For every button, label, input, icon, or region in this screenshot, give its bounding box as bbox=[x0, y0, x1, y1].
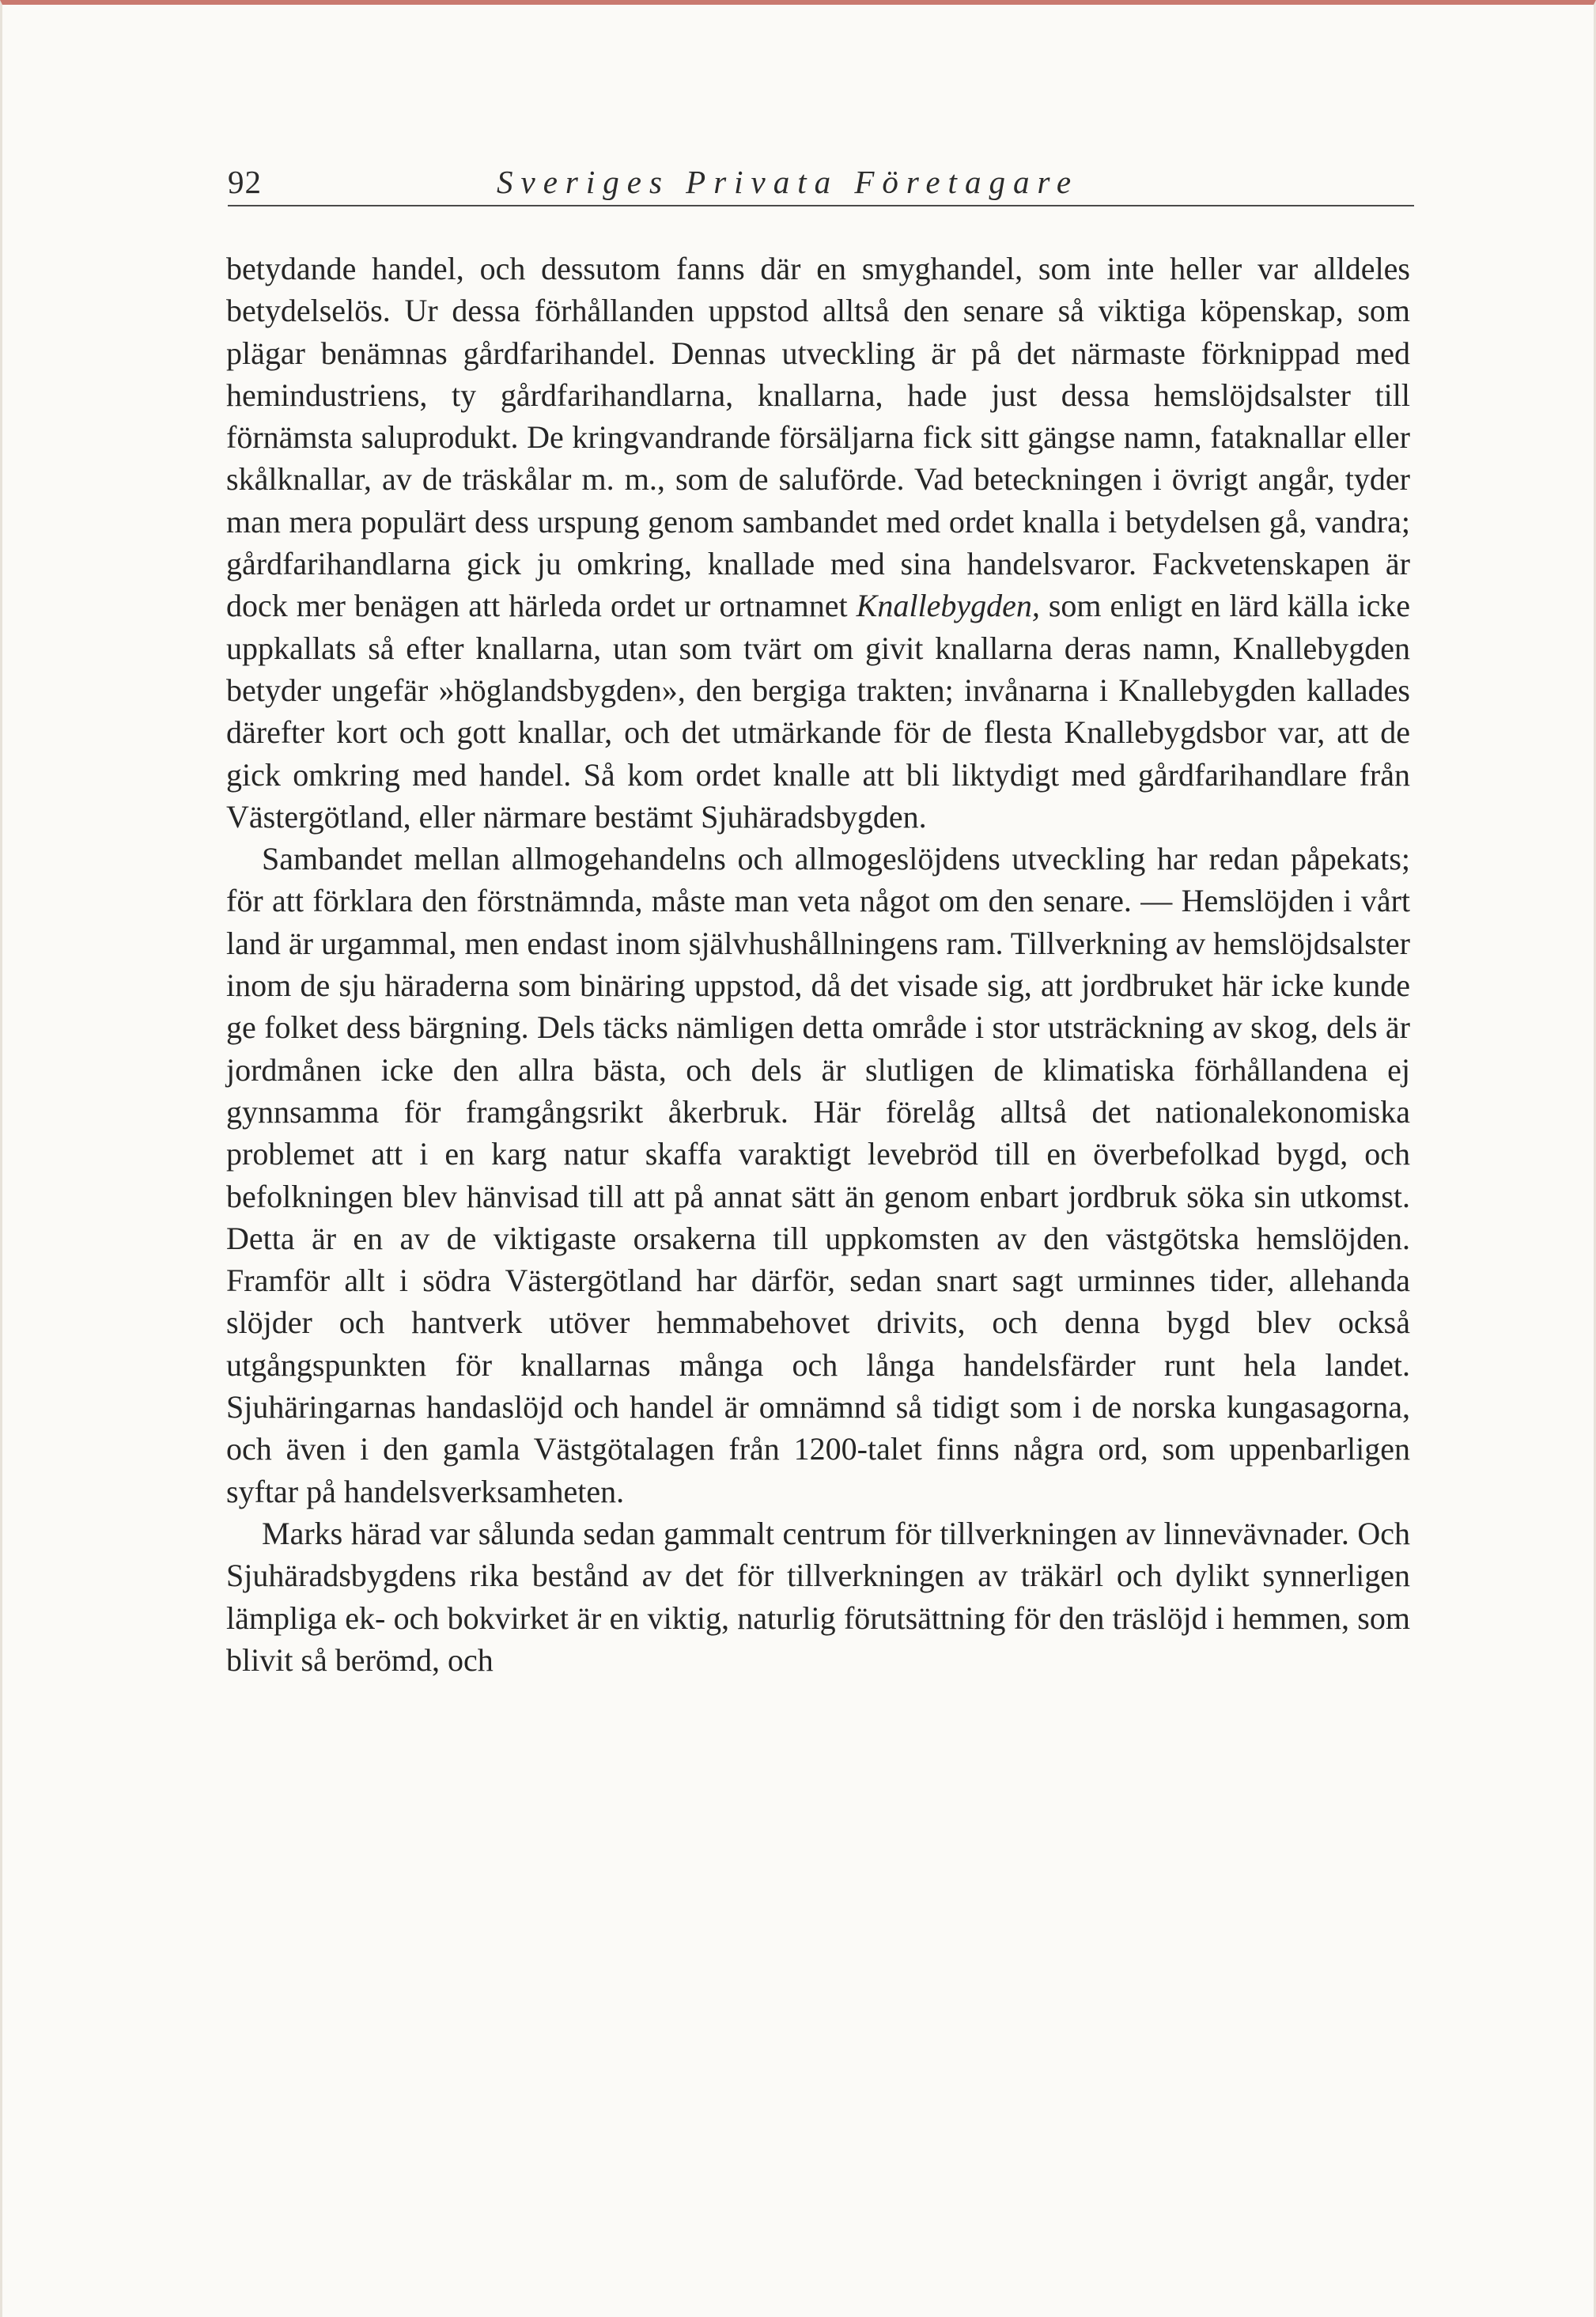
page-number: 92 bbox=[228, 164, 262, 200]
paragraph-3: Marks härad var sålunda sedan gammalt centrum för tillverkningen av linnevävnader. Och Sjuhäradsbygdens rika bestånd av det för tillverkningen av träkärl och dylikt synnerligen lämpliga ek- och bokvirket är en viktig, naturlig förutsättning för den träslöjd i hemmen, som blivit så berömd, och bbox=[226, 1515, 1410, 1678]
body-text bbox=[226, 248, 1410, 1681]
paragraph-1-text-a: betydande handel, och dessutom fanns där en smyghandel, som inte heller var alldeles betydelselös. Ur dessa förhållanden uppstod alltså den senare så viktiga köpenskap, som plägar benämnas gårdfarihandel. Dennas utveckling är på det närmaste förknippad med hemindustriens, ty gårdfarihandlarna, knallarna, hade just dessa hemslöjdsalster till förnämsta saluprodukt. De kringvandrande försäljarna fick sitt gängse namn, fataknallar eller skålknallar, av de träskålar m. m., som de saluförde. Vad beteckningen i övrigt angår, tyder man mera populärt dess urspung genom sambandet med ordet knalla i betydelsen gå, vandra; gårdfarihandlarna gick ju omkring, knallade med sina handelsvaror. Fackvetenskapen är dock mer benägen att härleda ordet ur ortnamnet bbox=[226, 251, 1410, 624]
paragraph-1 bbox=[226, 248, 1410, 838]
paragraph-2: Sambandet mellan allmogehandelns och allmogeslöjdens utveckling har redan påpekats; för att förklara den förstnämnda, måste man veta något om den senare. — Hemslöjden i vårt land är urgammal, men endast inom självhushållningens ram. Tillverkning av hemslöjdsalster inom de sju häraderna som binäring uppstod, då det visade sig, att jordbruket här icke kunde ge folket dess bärgning. Dels täcks nämligen detta område i stor utsträckning av skog, dels är jordmånen icke den allra bästa, och dels är slutligen de klimatiska förhållandena ej gynnsamma för framgångsrikt åkerbruk. Här förelåg alltså det nationalekonomiska problemet att i en karg natur skaffa varaktigt levebröd till en överbefolkad bygd, och befolkningen blev hänvisad till att på annat sätt än genom enbart jordbruk söka sin utkomst. Detta är en av de viktigaste orsakerna till uppkomsten av den västgötska hemslöjden. Framför allt i södra Västergötland har därför, sedan snart sagt urminnes tider, allehanda slöjder och hantverk utöver hemmabehovet drivits, och denna bygd blev också utgångspunkten för knallarnas många och långa handelsfärder runt hela landet. Sjuhäringarnas handaslöjd och handel är omnämnd så tidigt som i de norska kungasagorna, och även i den gamla Västgötalagen från 1200-talet finns några ord, som uppenbarligen syftar på handelsverksamheten. bbox=[226, 841, 1410, 1509]
running-title: Sveriges Privata Företagare bbox=[497, 164, 1080, 200]
paragraph-1-place-name: Knallebygden, bbox=[856, 588, 1040, 624]
page-header bbox=[228, 159, 1414, 206]
paragraph-1-text-b: som enligt en lärd källa icke uppkallats så efter knallarna, utan som tvärt om givit knallarna deras namn, Knallebygden betyder ungefär »höglandsbygden», den bergiga trakten; invånarna i Knallebygden kallades därefter kort och gott knallar, och det utmärkande för de flesta Knallebygdsbor var, att de gick omkring med handel. Så kom ordet knalle att bli liktydigt med gårdfarihandlare från Västergötland, eller närmare bestämt Sjuhäradsbygden. bbox=[226, 588, 1410, 835]
